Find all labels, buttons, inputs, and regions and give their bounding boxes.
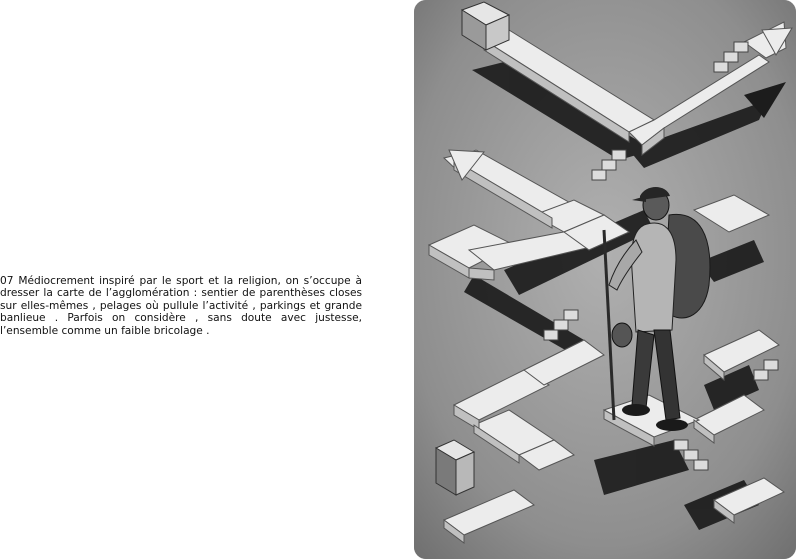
hiker-boot-left [622,404,650,416]
caption-paragraph: 07 Médiocrement inspiré par le sport et la religion, on s’occupe à dresser la carte de l’agglomération : sentier de parenthèses closes sur elles-mêmes , pelages où pullule l’activité , parkings et grande banlieue . Parfois on considère , sans doute avec justesse, l’ensemble comme un faible bricolage . [0,275,362,337]
hip-bag [612,323,632,347]
hiker-jacket [632,223,677,332]
hiker-maze-illustration [414,0,796,559]
hiker-boot-right [656,419,688,431]
illustration-drawing [414,0,796,559]
